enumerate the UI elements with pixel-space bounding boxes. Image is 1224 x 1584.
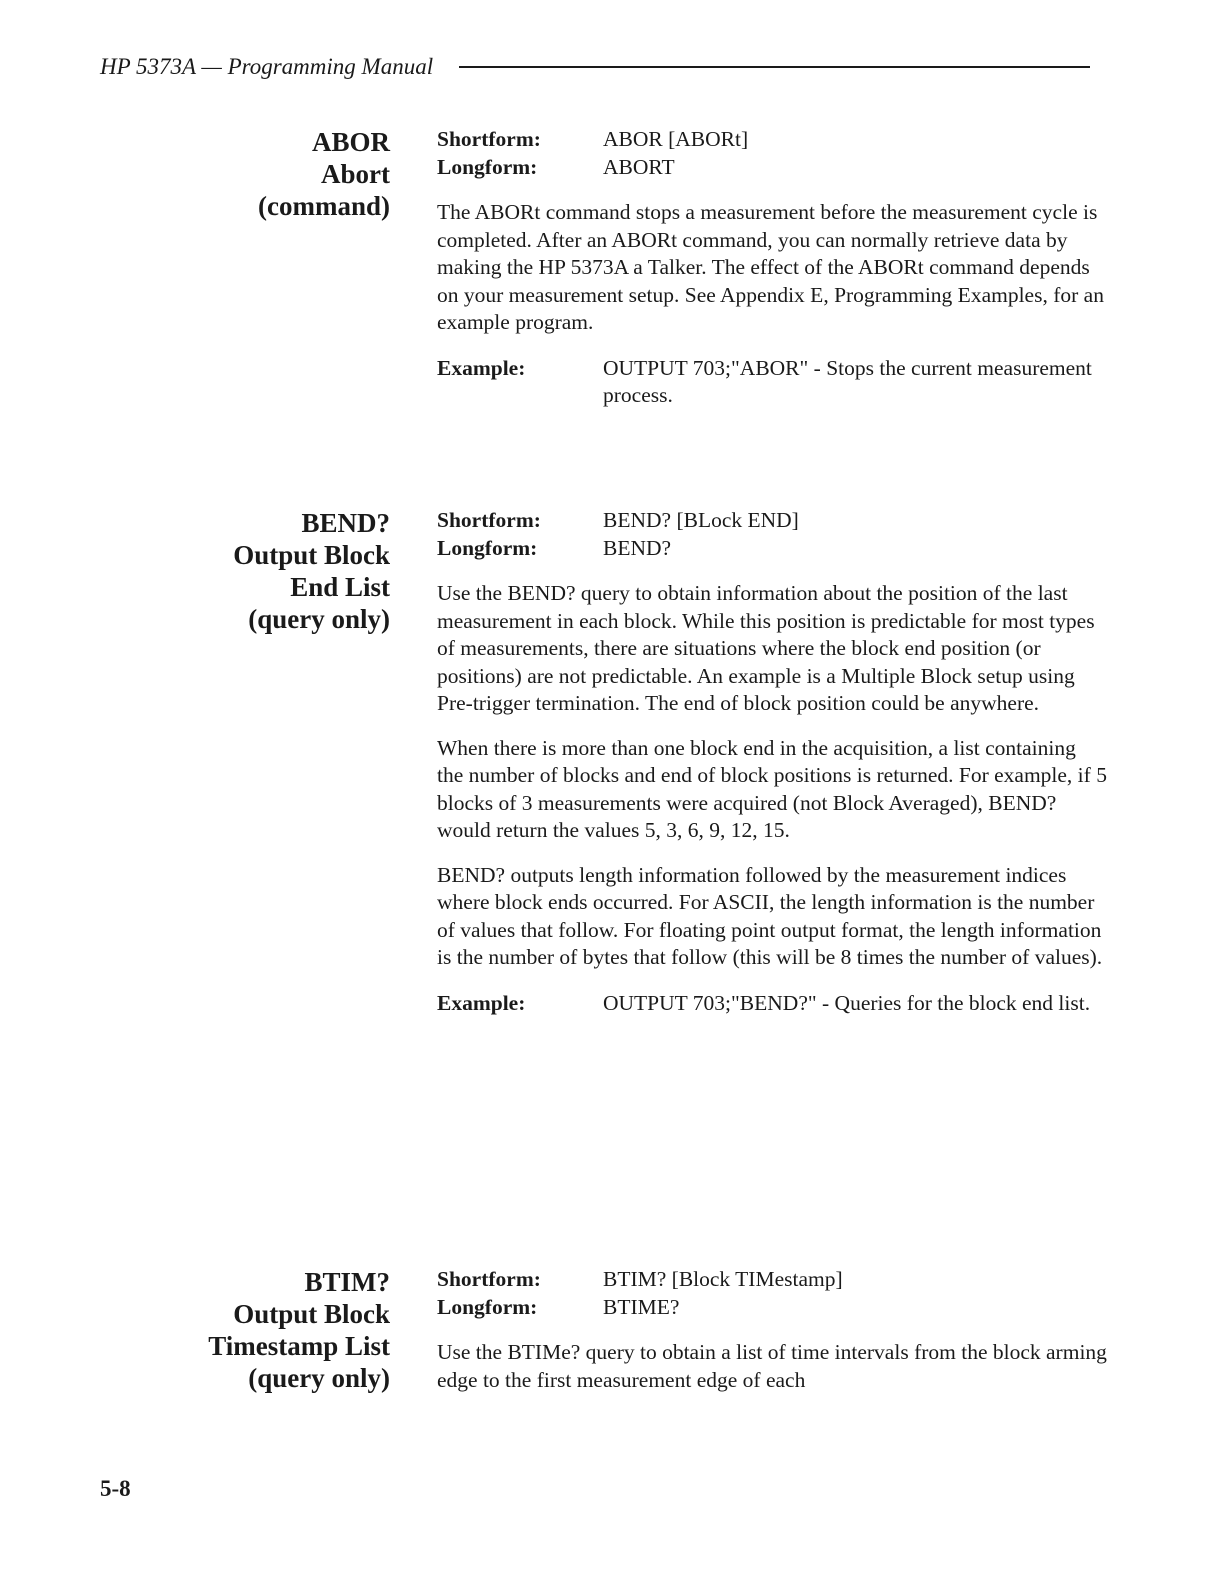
section-title xyxy=(90,507,390,635)
shortform-label: Shortform: xyxy=(437,1267,541,1291)
shortform-value: ABOR [ABORt] xyxy=(603,127,749,151)
section-body xyxy=(437,507,1107,1017)
longform-row xyxy=(437,1294,1107,1322)
command-type: (command) xyxy=(258,191,390,221)
longform-value: ABORT xyxy=(603,154,675,179)
example-label: Example: xyxy=(437,355,526,380)
shortform-row xyxy=(437,126,1107,154)
longform-label: Longform: xyxy=(437,1294,538,1319)
longform-row xyxy=(437,535,1107,563)
command-title-cont: Timestamp List xyxy=(208,1331,390,1361)
header-rule xyxy=(459,66,1090,68)
page-number: 5-8 xyxy=(100,1476,131,1501)
longform-label: Longform: xyxy=(437,535,538,560)
command-title: Output Block xyxy=(233,540,390,570)
manual-title: HP 5373A — Programming Manual xyxy=(100,54,434,79)
longform-value: BEND? xyxy=(603,535,672,560)
description-paragraph: When there is more than one block end in the acquisition, a list containing the number of blocks and end of block positions is returned. For example, if 5 blocks of 3 measurements were acquired (not Block Averaged), BEND? would return the values 5, 3, 6, 9, 12, 15. xyxy=(437,735,1107,842)
example-text: OUTPUT 703;"BEND?" - Queries for the block end list. xyxy=(603,990,1091,1015)
command-name: BEND? xyxy=(301,508,390,538)
section-body xyxy=(437,126,1107,410)
command-name: ABOR xyxy=(311,127,390,157)
longform-row xyxy=(437,154,1107,182)
section-title xyxy=(90,126,390,222)
page-header xyxy=(100,50,1090,84)
command-title: Output Block xyxy=(233,1299,390,1329)
description-paragraph: Use the BEND? query to obtain information about the position of the last measurement in each block. While this position is predictable for most types of measurements, there are situations where the block end position (or positions) are not predictable. An example is a Multiple Block setup using Pre-trigger termination. The end of block position could be anywhere. xyxy=(437,581,1095,715)
longform-value: BTIME? xyxy=(603,1294,680,1319)
description-paragraph: BEND? outputs length information followed by the measurement indices where block ends occurred. For ASCII, the length information is the number of values that follow. For floating point output format, the length information is the number of bytes that follow (this will be 8 times the number of values). xyxy=(437,862,1103,969)
section-body xyxy=(437,1266,1107,1394)
command-type: (query only) xyxy=(248,604,390,634)
description-paragraph: The ABORt command stops a measurement before the measurement cycle is completed. After an ABORt command, you can normally retrieve data by making the HP 5373A a Talker. The effect of the ABORt command depends on your measurement setup. See Appendix E, Programming Examples, for an example program. xyxy=(437,200,1104,334)
shortform-value: BEND? [BLock END] xyxy=(603,508,799,532)
shortform-label: Shortform: xyxy=(437,508,541,532)
section-title xyxy=(90,1266,390,1394)
description-paragraph: Use the BTIMe? query to obtain a list of time intervals from the block arming edge to the first measurement edge of each xyxy=(437,1340,1107,1392)
longform-label: Longform: xyxy=(437,154,538,179)
shortform-label: Shortform: xyxy=(437,127,541,151)
shortform-row xyxy=(437,1266,1107,1294)
command-title-cont: End List xyxy=(290,572,390,602)
example-label: Example: xyxy=(437,990,526,1015)
example-text: OUTPUT 703;"ABOR" - Stops the current measurement process. xyxy=(603,355,1092,407)
command-type: (query only) xyxy=(248,1363,390,1393)
example-row xyxy=(437,990,1107,1018)
command-name: BTIM? xyxy=(304,1267,390,1297)
command-title: Abort xyxy=(321,159,390,189)
shortform-value: BTIM? [Block TIMestamp] xyxy=(603,1267,843,1291)
shortform-row xyxy=(437,507,1107,535)
example-row xyxy=(437,355,1107,410)
